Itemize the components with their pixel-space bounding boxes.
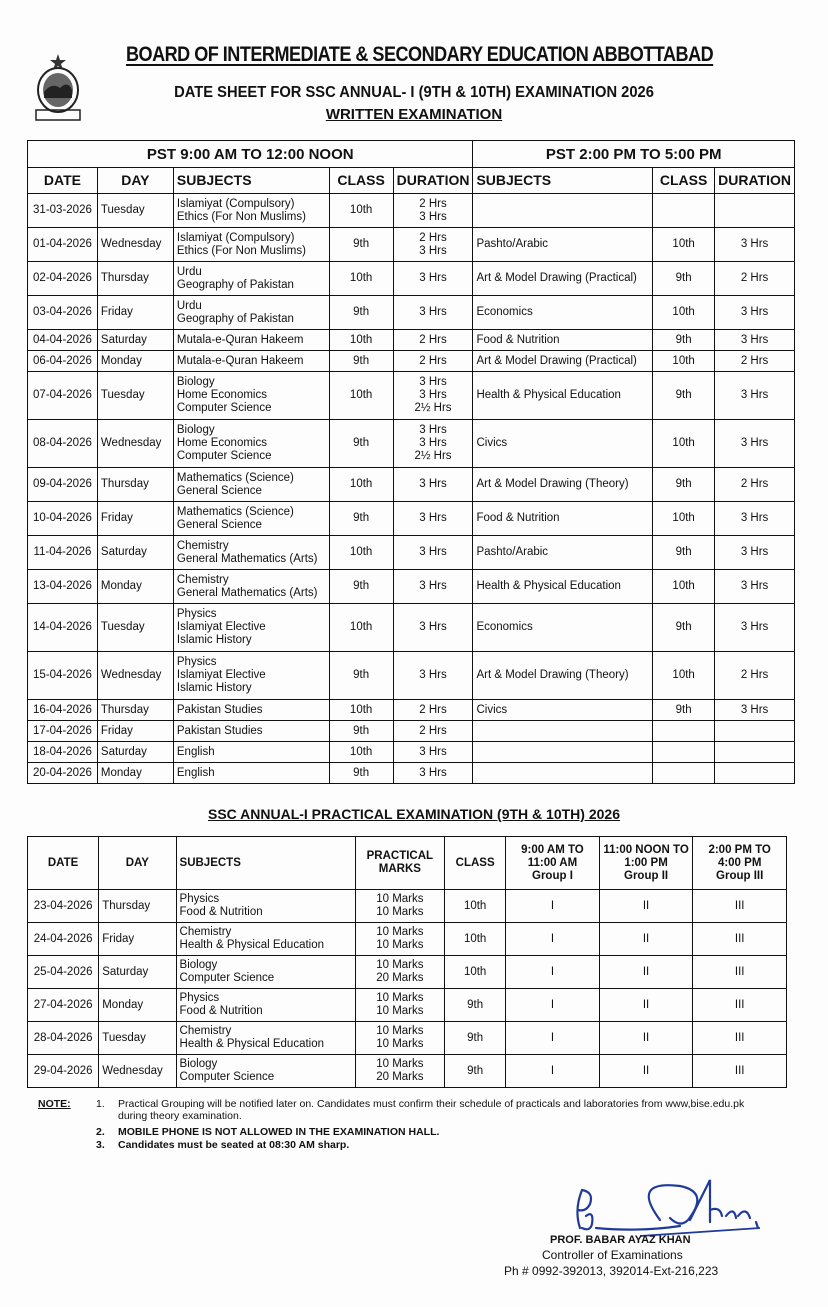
prow-date: 24-04-2026	[28, 923, 99, 956]
prow-marks: 10 Marks 10 Marks	[355, 1022, 445, 1055]
row-pm-subject	[473, 763, 653, 784]
row-date: 16-04-2026	[28, 700, 98, 721]
prow-day: Monday	[99, 989, 176, 1022]
prow-class: 9th	[445, 989, 506, 1022]
row-am-subjects: English	[173, 763, 329, 784]
row-am-subjects: Chemistry General Mathematics (Arts)	[173, 570, 329, 604]
row-am-class: 10th	[329, 604, 393, 652]
row-am-duration: 3 Hrs	[393, 763, 473, 784]
row-date: 03-04-2026	[28, 296, 98, 330]
prow-group1: I	[506, 1055, 600, 1088]
prow-marks: 10 Marks 10 Marks	[355, 890, 445, 923]
row-pm-subject: Art & Model Drawing (Theory)	[473, 652, 653, 700]
table-row	[28, 763, 795, 784]
prow-group2: II	[599, 989, 693, 1022]
row-date: 11-04-2026	[28, 536, 98, 570]
row-date: 04-04-2026	[28, 330, 98, 351]
morning-session-header: PST 9:00 AM TO 12:00 NOON	[28, 141, 473, 168]
row-am-duration: 3 Hrs	[393, 604, 473, 652]
row-pm-class: 9th	[653, 372, 715, 420]
row-date: 31-03-2026	[28, 194, 98, 228]
row-pm-subject: Art & Model Drawing (Theory)	[473, 468, 653, 502]
row-am-class: 10th	[329, 330, 393, 351]
row-am-class: 9th	[329, 228, 393, 262]
row-pm-class	[653, 194, 715, 228]
row-pm-subject	[473, 742, 653, 763]
row-pm-class: 9th	[653, 330, 715, 351]
row-am-subjects: Mutala-e-Quran Hakeem	[173, 351, 329, 372]
row-day: Thursday	[97, 700, 173, 721]
row-am-duration: 3 Hrs	[393, 262, 473, 296]
row-day: Monday	[97, 351, 173, 372]
prow-class: 10th	[445, 956, 506, 989]
signature-icon	[560, 1170, 780, 1242]
prow-date: 28-04-2026	[28, 1022, 99, 1055]
row-pm-subject: Food & Nutrition	[473, 330, 653, 351]
row-pm-class: 9th	[653, 604, 715, 652]
row-day: Tuesday	[97, 372, 173, 420]
row-date: 10-04-2026	[28, 502, 98, 536]
row-pm-duration: 3 Hrs	[715, 330, 795, 351]
table-row	[28, 330, 795, 351]
table-row	[28, 1055, 787, 1088]
prow-subjects: Biology Computer Science	[176, 956, 355, 989]
row-day: Friday	[97, 296, 173, 330]
prow-subjects: Biology Computer Science	[176, 1055, 355, 1088]
pcol-day: DAY	[99, 837, 176, 890]
table-row	[28, 956, 787, 989]
row-am-subjects: Biology Home Economics Computer Science	[173, 372, 329, 420]
row-am-duration: 3 Hrs	[393, 742, 473, 763]
prow-class: 10th	[445, 890, 506, 923]
table-row	[28, 194, 795, 228]
row-pm-subject	[473, 721, 653, 742]
row-am-class: 9th	[329, 570, 393, 604]
row-pm-class: 10th	[653, 570, 715, 604]
col-am-subjects: SUBJECTS	[173, 168, 329, 194]
row-am-duration: 2 Hrs 3 Hrs	[393, 194, 473, 228]
table-row	[28, 890, 787, 923]
prow-day: Tuesday	[99, 1022, 176, 1055]
row-date: 15-04-2026	[28, 652, 98, 700]
row-am-class: 9th	[329, 502, 393, 536]
row-pm-duration: 3 Hrs	[715, 228, 795, 262]
row-pm-class	[653, 763, 715, 784]
row-pm-duration	[715, 763, 795, 784]
table-row	[28, 604, 795, 652]
row-date: 08-04-2026	[28, 420, 98, 468]
row-pm-subject: Economics	[473, 604, 653, 652]
row-am-class: 10th	[329, 468, 393, 502]
prow-group2: II	[599, 890, 693, 923]
prow-group1: I	[506, 923, 600, 956]
table-row	[28, 296, 795, 330]
row-pm-duration: 2 Hrs	[715, 262, 795, 296]
row-day: Saturday	[97, 330, 173, 351]
row-date: 07-04-2026	[28, 372, 98, 420]
row-am-duration: 3 Hrs	[393, 536, 473, 570]
prow-group3: III	[693, 1055, 787, 1088]
prow-marks: 10 Marks 10 Marks	[355, 923, 445, 956]
row-am-subjects: Urdu Geography of Pakistan	[173, 262, 329, 296]
prow-day: Wednesday	[99, 1055, 176, 1088]
row-day: Thursday	[97, 262, 173, 296]
table-row	[28, 923, 787, 956]
row-am-duration: 2 Hrs	[393, 330, 473, 351]
row-day: Wednesday	[97, 652, 173, 700]
row-pm-class: 10th	[653, 296, 715, 330]
pcol-group1: 9:00 AM TO 11:00 AM Group I	[506, 837, 600, 890]
row-pm-class: 9th	[653, 536, 715, 570]
row-am-duration: 3 Hrs	[393, 468, 473, 502]
prow-day: Friday	[99, 923, 176, 956]
row-day: Friday	[97, 721, 173, 742]
prow-marks: 10 Marks 10 Marks	[355, 989, 445, 1022]
row-pm-subject: Health & Physical Education	[473, 372, 653, 420]
row-am-duration: 3 Hrs	[393, 502, 473, 536]
row-am-duration: 2 Hrs 3 Hrs	[393, 228, 473, 262]
row-pm-class: 9th	[653, 262, 715, 296]
row-am-subjects: Biology Home Economics Computer Science	[173, 420, 329, 468]
controller-name: PROF. BABAR AYAZ KHAN	[550, 1234, 691, 1246]
table-row	[28, 536, 795, 570]
row-am-subjects: Mathematics (Science) General Science	[173, 468, 329, 502]
table-row	[28, 372, 795, 420]
row-date: 02-04-2026	[28, 262, 98, 296]
table-row	[28, 351, 795, 372]
row-pm-duration	[715, 721, 795, 742]
row-am-duration: 3 Hrs 3 Hrs 2½ Hrs	[393, 372, 473, 420]
row-pm-duration	[715, 194, 795, 228]
row-pm-duration	[715, 742, 795, 763]
col-pm-duration: DURATION	[715, 168, 795, 194]
row-date: 09-04-2026	[28, 468, 98, 502]
row-am-class: 10th	[329, 262, 393, 296]
prow-group2: II	[599, 923, 693, 956]
row-am-subjects: Urdu Geography of Pakistan	[173, 296, 329, 330]
row-am-class: 10th	[329, 372, 393, 420]
row-day: Tuesday	[97, 194, 173, 228]
row-am-subjects: Physics Islamiyat Elective Islamic History	[173, 652, 329, 700]
row-am-class: 9th	[329, 721, 393, 742]
row-am-duration: 2 Hrs	[393, 700, 473, 721]
row-pm-subject: Art & Model Drawing (Practical)	[473, 351, 653, 372]
prow-subjects: Chemistry Health & Physical Education	[176, 1022, 355, 1055]
row-am-class: 9th	[329, 763, 393, 784]
row-pm-class: 10th	[653, 351, 715, 372]
row-day: Friday	[97, 502, 173, 536]
table-row	[28, 228, 795, 262]
prow-group2: II	[599, 956, 693, 989]
written-exam-table	[27, 140, 795, 784]
row-pm-subject: Pashto/Arabic	[473, 228, 653, 262]
row-am-class: 10th	[329, 742, 393, 763]
row-pm-duration: 2 Hrs	[715, 351, 795, 372]
row-pm-subject: Civics	[473, 420, 653, 468]
row-pm-duration: 3 Hrs	[715, 570, 795, 604]
row-date: 20-04-2026	[28, 763, 98, 784]
prow-marks: 10 Marks 20 Marks	[355, 956, 445, 989]
row-pm-subject	[473, 194, 653, 228]
row-pm-class: 9th	[653, 468, 715, 502]
row-pm-duration: 3 Hrs	[715, 604, 795, 652]
table-row	[28, 468, 795, 502]
table-row	[28, 700, 795, 721]
prow-subjects: Physics Food & Nutrition	[176, 989, 355, 1022]
row-am-subjects: Islamiyat (Compulsory) Ethics (For Non Muslims)	[173, 228, 329, 262]
col-pm-class: CLASS	[653, 168, 715, 194]
row-day: Monday	[97, 570, 173, 604]
row-day: Monday	[97, 763, 173, 784]
row-am-class: 9th	[329, 652, 393, 700]
table-row	[28, 420, 795, 468]
row-pm-subject: Art & Model Drawing (Practical)	[473, 262, 653, 296]
written-exam-heading: WRITTEN EXAMINATION	[325, 106, 503, 123]
prow-date: 27-04-2026	[28, 989, 99, 1022]
pcol-group2: 11:00 NOON TO 1:00 PM Group II	[599, 837, 693, 890]
row-am-duration: 2 Hrs	[393, 351, 473, 372]
row-pm-class	[653, 742, 715, 763]
row-am-subjects: Islamiyat (Compulsory) Ethics (For Non Muslims)	[173, 194, 329, 228]
table-row	[28, 989, 787, 1022]
controller-role: Controller of Examinations	[542, 1248, 683, 1262]
practical-exam-table	[27, 836, 787, 1088]
table-row	[28, 1022, 787, 1055]
afternoon-session-header: PST 2:00 PM TO 5:00 PM	[473, 141, 795, 168]
board-title: BOARD OF INTERMEDIATE & SECONDARY EDUCATION ABBOTTABAD	[126, 42, 714, 66]
row-pm-subject: Pashto/Arabic	[473, 536, 653, 570]
prow-day: Thursday	[99, 890, 176, 923]
row-am-class: 10th	[329, 194, 393, 228]
prow-date: 23-04-2026	[28, 890, 99, 923]
row-am-subjects: Mathematics (Science) General Science	[173, 502, 329, 536]
row-pm-duration: 3 Hrs	[715, 502, 795, 536]
row-day: Saturday	[97, 742, 173, 763]
row-am-duration: 3 Hrs	[393, 570, 473, 604]
row-day: Wednesday	[97, 228, 173, 262]
row-pm-class: 10th	[653, 420, 715, 468]
row-pm-class: 10th	[653, 228, 715, 262]
row-date: 06-04-2026	[28, 351, 98, 372]
row-pm-duration: 2 Hrs	[715, 468, 795, 502]
row-am-class: 9th	[329, 296, 393, 330]
prow-day: Saturday	[99, 956, 176, 989]
row-am-duration: 2 Hrs	[393, 721, 473, 742]
table-row	[28, 742, 795, 763]
prow-group3: III	[693, 989, 787, 1022]
col-am-duration: DURATION	[393, 168, 473, 194]
prow-group3: III	[693, 1022, 787, 1055]
prow-group3: III	[693, 956, 787, 989]
prow-group3: III	[693, 923, 787, 956]
col-date: DATE	[28, 168, 98, 194]
row-am-duration: 3 Hrs 3 Hrs 2½ Hrs	[393, 420, 473, 468]
row-am-class: 10th	[329, 700, 393, 721]
row-am-subjects: Mutala-e-Quran Hakeem	[173, 330, 329, 351]
prow-date: 25-04-2026	[28, 956, 99, 989]
row-am-subjects: English	[173, 742, 329, 763]
prow-group1: I	[506, 989, 600, 1022]
row-day: Thursday	[97, 468, 173, 502]
row-day: Saturday	[97, 536, 173, 570]
row-pm-class	[653, 721, 715, 742]
prow-class: 10th	[445, 923, 506, 956]
row-day: Wednesday	[97, 420, 173, 468]
prow-group3: III	[693, 890, 787, 923]
prow-group2: II	[599, 1022, 693, 1055]
prow-group1: I	[506, 890, 600, 923]
row-date: 13-04-2026	[28, 570, 98, 604]
row-pm-subject: Health & Physical Education	[473, 570, 653, 604]
prow-class: 9th	[445, 1055, 506, 1088]
row-pm-class: 9th	[653, 700, 715, 721]
row-am-subjects: Pakistan Studies	[173, 700, 329, 721]
row-day: Tuesday	[97, 604, 173, 652]
row-pm-duration: 3 Hrs	[715, 536, 795, 570]
row-am-subjects: Chemistry General Mathematics (Arts)	[173, 536, 329, 570]
table-row	[28, 502, 795, 536]
date-sheet-title: DATE SHEET FOR SSC ANNUAL- I (9TH & 10TH) EXAMINATION 2026	[174, 84, 654, 101]
row-pm-duration: 3 Hrs	[715, 700, 795, 721]
row-date: 18-04-2026	[28, 742, 98, 763]
prow-subjects: Chemistry Health & Physical Education	[176, 923, 355, 956]
row-pm-subject: Food & Nutrition	[473, 502, 653, 536]
prow-date: 29-04-2026	[28, 1055, 99, 1088]
prow-subjects: Physics Food & Nutrition	[176, 890, 355, 923]
pcol-marks: PRACTICAL MARKS	[355, 837, 445, 890]
pcol-date: DATE	[28, 837, 99, 890]
table-row	[28, 570, 795, 604]
table-row	[28, 262, 795, 296]
row-pm-duration: 3 Hrs	[715, 296, 795, 330]
row-am-class: 9th	[329, 351, 393, 372]
practical-exam-heading: SSC ANNUAL-I PRACTICAL EXAMINATION (9TH & 10TH) 2026	[207, 806, 620, 822]
prow-group1: I	[506, 1022, 600, 1055]
row-pm-duration: 2 Hrs	[715, 652, 795, 700]
prow-group1: I	[506, 956, 600, 989]
pcol-group3: 2:00 PM TO 4:00 PM Group III	[693, 837, 787, 890]
row-am-class: 9th	[329, 420, 393, 468]
prow-group2: II	[599, 1055, 693, 1088]
note-label: NOTE:	[38, 1098, 71, 1110]
pcol-class: CLASS	[445, 837, 506, 890]
row-pm-class: 10th	[653, 502, 715, 536]
col-pm-subjects: SUBJECTS	[473, 168, 653, 194]
row-date: 14-04-2026	[28, 604, 98, 652]
col-day: DAY	[97, 168, 173, 194]
row-pm-duration: 3 Hrs	[715, 372, 795, 420]
prow-marks: 10 Marks 20 Marks	[355, 1055, 445, 1088]
row-pm-duration: 3 Hrs	[715, 420, 795, 468]
row-date: 17-04-2026	[28, 721, 98, 742]
table-row	[28, 652, 795, 700]
row-am-duration: 3 Hrs	[393, 652, 473, 700]
row-am-class: 10th	[329, 536, 393, 570]
row-pm-subject: Economics	[473, 296, 653, 330]
row-am-subjects: Pakistan Studies	[173, 721, 329, 742]
controller-phone: Ph # 0992-392013, 392014-Ext-216,223	[504, 1264, 719, 1278]
row-pm-class: 10th	[653, 652, 715, 700]
row-am-duration: 3 Hrs	[393, 296, 473, 330]
prow-class: 9th	[445, 1022, 506, 1055]
row-pm-subject: Civics	[473, 700, 653, 721]
pcol-subjects: SUBJECTS	[176, 837, 355, 890]
row-am-subjects: Physics Islamiyat Elective Islamic History	[173, 604, 329, 652]
col-am-class: CLASS	[329, 168, 393, 194]
table-row	[28, 721, 795, 742]
row-date: 01-04-2026	[28, 228, 98, 262]
